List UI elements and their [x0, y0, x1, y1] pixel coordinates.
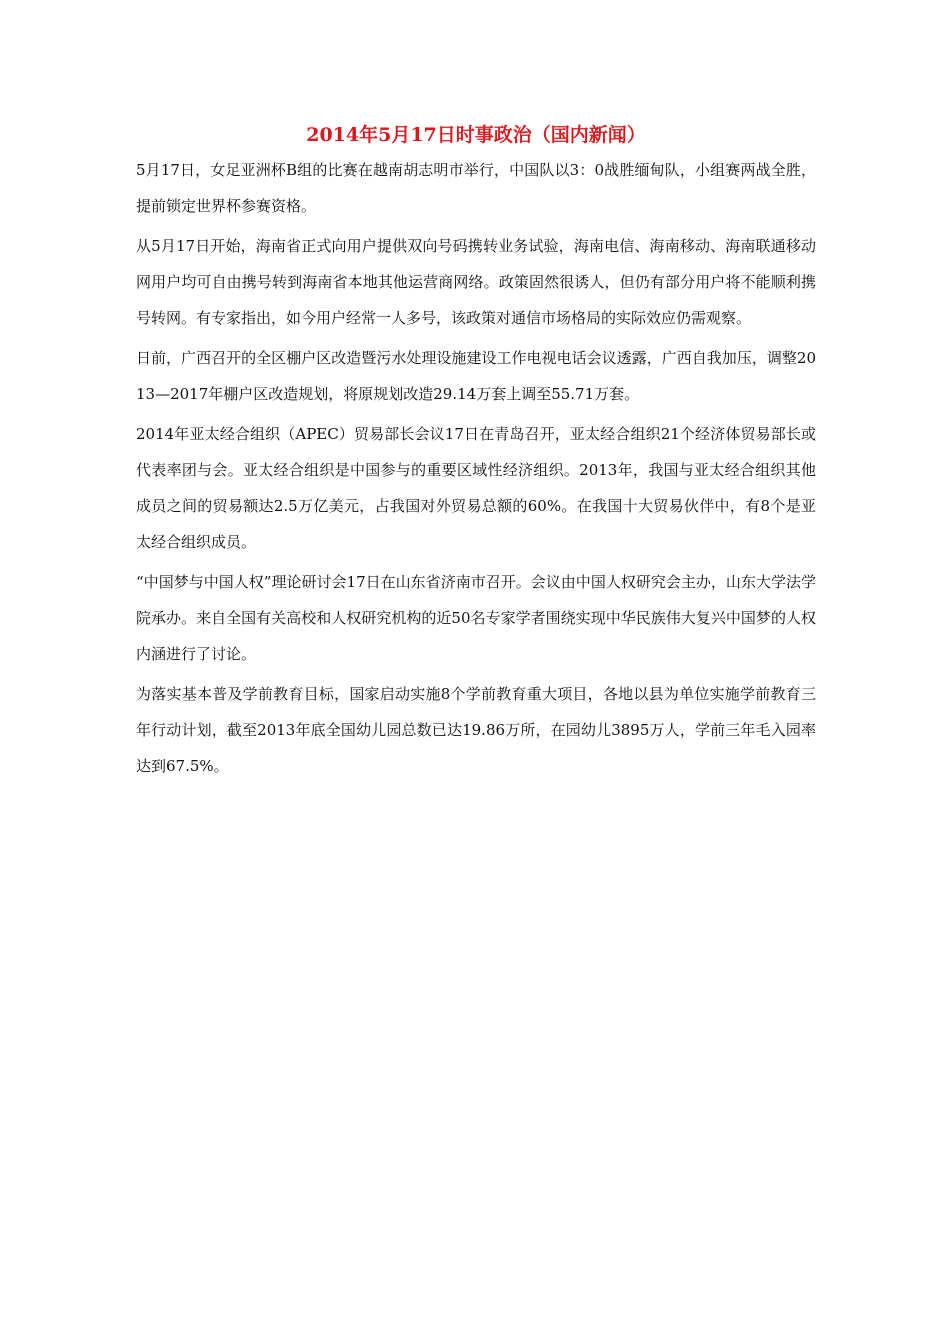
document-title: 2014年5月17日时事政治（国内新闻） [306, 124, 646, 146]
paragraph-apec-trade-ministers: 2014年亚太经合组织（APEC）贸易部长会议17日在青岛召开，亚太经合组织21个经济体贸易部长或代表率团与会。亚太经合组织是中国参与的重要区域性经济组织。2013年，我国与亚太经合组织其他成员之间的贸易额达2.5万亿美元，占我国对外贸易总额的60%。在我国十大贸易伙伴中，有8个是亚太经合组织成员。 [136, 425, 816, 551]
paragraph-preschool-education: 为落实基本普及学前教育目标，国家启动实施8个学前教育重大项目，各地以县为单位实施学前教育三年行动计划，截至2013年底全国幼儿园总数已达19.86万所，在园幼儿3895万人，学前三年毛入园率达到67.5%。 [136, 685, 816, 775]
paragraph-hainan-number-portability: 从5月17日开始，海南省正式向用户提供双向号码携转业务试验，海南电信、海南移动、海南联通移动网用户均可自由携号转到海南省本地其他运营商网络。政策固然很诱人，但仍有部分用户将不能顺利携号转网。有专家指出，如今用户经常一人多号，该政策对通信市场格局的实际效应仍需观察。 [136, 237, 816, 327]
paragraph-womens-asian-cup: 5月17日，女足亚洲杯B组的比赛在越南胡志明市举行，中国队以3：0战胜缅甸队，小组赛两战全胜，提前锁定世界杯参赛资格。 [136, 161, 816, 215]
paragraph-china-dream-human-rights: “中国梦与中国人权”理论研讨会17日在山东省济南市召开。会议由中国人权研究会主办，山东大学法学院承办。来自全国有关高校和人权研究机构的近50名专家学者围绕实现中华民族伟大复兴中国梦的人权内涵进行了讨论。 [136, 573, 816, 663]
paragraph-guangxi-shantytown: 日前，广西召开的全区棚户区改造暨污水处理设施建设工作电视电话会议透露，广西自我加压，调整2013—2017年棚户区改造规划，将原规划改造29.14万套上调至55.71万套。 [136, 349, 816, 403]
document-page [136, 118, 816, 788]
